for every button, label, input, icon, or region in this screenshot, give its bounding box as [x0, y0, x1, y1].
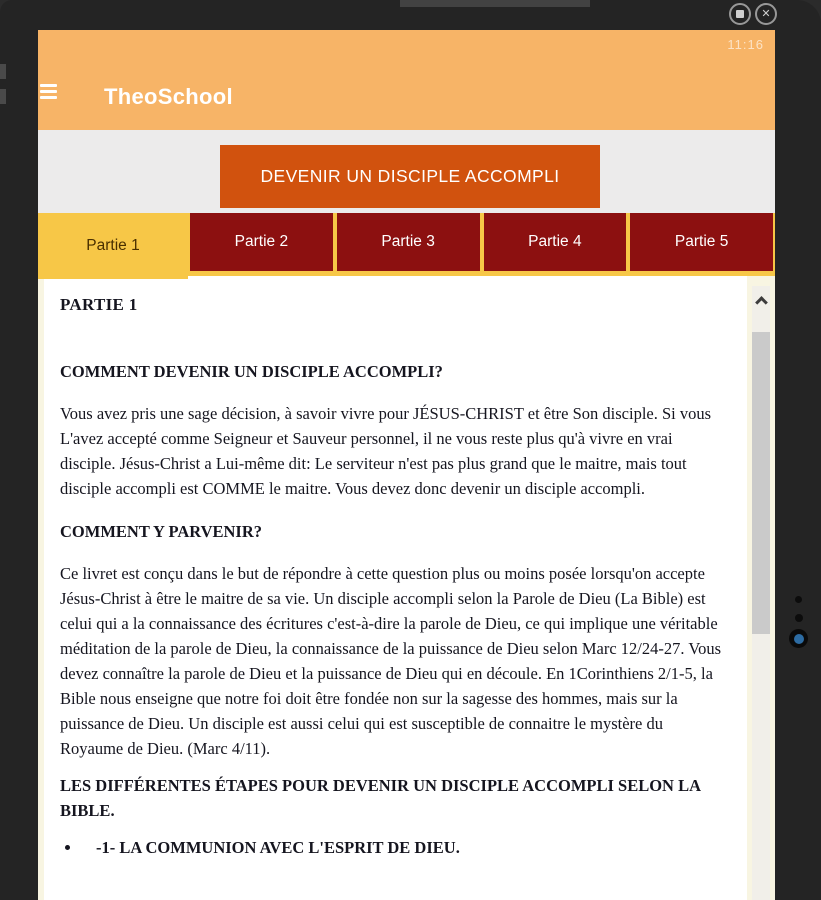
list-item: • -1- LA COMMUNION AVEC L'ESPRIT DE DIEU.: [82, 835, 729, 860]
paragraph: Vous avez pris une sage décision, à savoir vivre pour JÉSUS-CHRIST et être Son disciple. Si vous L'avez accepté comme Seigneur et Sauveur personnel, il ne vous reste plus qu'à vivre en vrai disciple. Jésus-Christ a Lui-même dit: Le serviteur n'est pas plus grand que le maitre, mais tout disciple accompli est COMME le maitre. Vous devez donc devenir un disciple accompli.: [60, 404, 712, 498]
chevron-up-icon: [755, 296, 768, 309]
section-heading-1: COMMENT DEVENIR UN DISCIPLE ACCOMPLI?: [60, 362, 443, 381]
content-area: [38, 276, 775, 900]
steps-list: [60, 835, 729, 860]
section-heading-3: LES DIFFÉRENTES ÉTAPES POUR DEVENIR UN DISCIPLE ACCOMPLI SELON LA BIBLE.: [60, 776, 701, 820]
main-title-button[interactable]: DEVENIR UN DISCIPLE ACCOMPLI: [220, 145, 600, 208]
tab-partie-3[interactable]: Partie 3: [337, 213, 480, 271]
camera-lens: [794, 634, 804, 644]
minimize-icon: [736, 10, 744, 18]
tab-bar: [38, 213, 775, 276]
page-title: PARTIE 1: [60, 295, 138, 314]
window-controls: [729, 3, 777, 25]
tab-partie-5[interactable]: Partie 5: [630, 213, 773, 271]
close-icon: ✕: [761, 7, 771, 20]
sensor-dot: [795, 614, 803, 622]
device-top-slot: [400, 0, 590, 7]
scroll-up-button[interactable]: [752, 286, 770, 324]
status-time: 11:16: [727, 37, 764, 52]
tab-partie-4[interactable]: Partie 4: [484, 213, 627, 271]
close-button[interactable]: [755, 3, 777, 25]
hero-section: [38, 130, 775, 213]
app-screen: [38, 30, 775, 900]
paragraph: Ce livret est conçu dans le but de répondre à cette question plus ou moins posée lorsqu'on accepte Jésus-Christ à être le maitre de sa vie. Un disciple accompli selon la Parole de Dieu (La Bible) est celui qui a la connaissance des écritures c'est-à-dire la parole de Dieu, ce qui implique une véritable méditation de la parole de Dieu, la connaissance de la puissance de Dieu selon Marc 12/24-27. Vous devez connaître la parole de Dieu et la puissance de Dieu qui en découle. En 1Corinthiens 2/1-5, la Bible nous enseigne que notre foi doit être fondée non sur la sagesse des hommes, mais sur la puissance de Dieu. Un disciple est aussi celui qui est susceptible de connaitre le mystère du Royaume de Dieu. (Marc 4/11).: [60, 564, 722, 758]
document-body: [44, 276, 747, 900]
section-heading-2: COMMENT Y PARVENIR?: [60, 522, 262, 541]
sensor-dot: [795, 596, 802, 603]
scrollbar-thumb[interactable]: [752, 332, 770, 634]
menu-icon[interactable]: [40, 84, 57, 99]
volume-button[interactable]: [0, 64, 6, 79]
volume-button[interactable]: [0, 89, 6, 104]
camera-icon: [789, 629, 808, 648]
tab-partie-1[interactable]: Partie 1: [38, 213, 188, 279]
app-title: TheoSchool: [104, 84, 233, 109]
scrollbar[interactable]: [752, 286, 770, 900]
minimize-button[interactable]: [729, 3, 751, 25]
tab-partie-2[interactable]: Partie 2: [190, 213, 333, 271]
app-header: [38, 30, 775, 130]
